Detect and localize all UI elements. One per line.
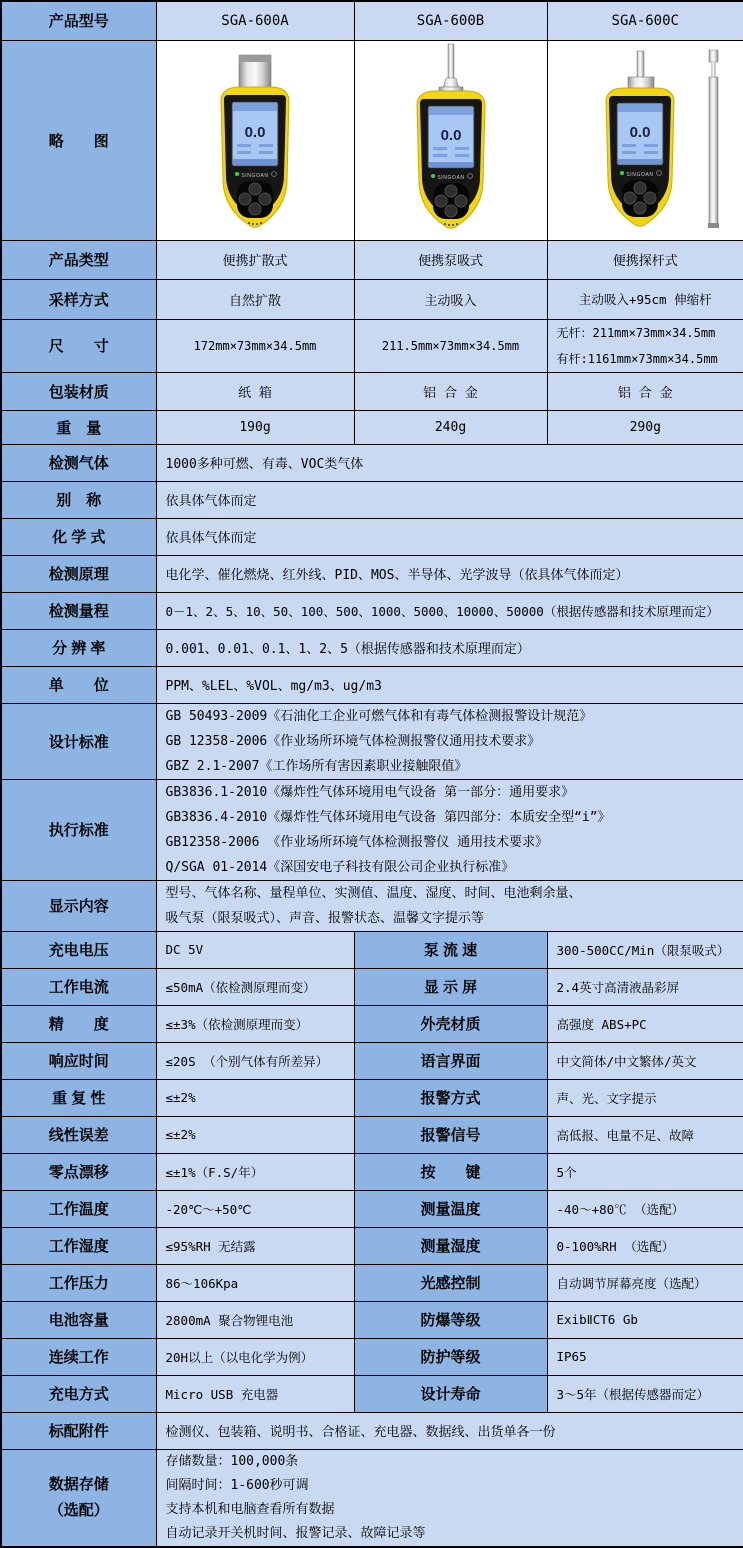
device-a-image — [160, 41, 350, 235]
spec-label: 化 学 式 — [1, 518, 156, 555]
spec-value: 20H以上（以电化学为例） — [156, 1338, 354, 1375]
spec-value: 0-100%RH （选配） — [547, 1227, 743, 1264]
device-image-b-cell — [354, 40, 547, 240]
spec-value: 铝 合 金 — [547, 372, 743, 410]
row-data-storage — [1, 1449, 743, 1547]
row-chemical-formula — [1, 518, 743, 555]
brand-text: SINGOAN — [627, 172, 654, 178]
row-design-standard — [1, 703, 743, 779]
spec-value: 1000多种可燃、有毒、VOC类气体 — [156, 444, 743, 481]
dual-row — [1, 1301, 743, 1338]
brand-text: SINGOAN — [437, 175, 464, 181]
dual-row — [1, 1005, 743, 1042]
spec-value: -40～+80℃ （选配） — [547, 1190, 743, 1227]
spec-label: 别 称 — [1, 481, 156, 518]
device-c-image — [549, 41, 741, 235]
spec-label: 显示内容 — [1, 880, 156, 931]
brand-text: SINGOAN — [241, 173, 268, 179]
spec-value: 声、光、文字提示 — [547, 1079, 743, 1116]
spec-value: 自然扩散 — [156, 279, 354, 319]
sketch-row — [1, 40, 743, 240]
button-cluster — [622, 180, 658, 217]
spec-value: PPM、%LEL、%VOL、mg/m3、ug/m3 — [156, 666, 743, 703]
standard-line: GB3836.1-2010《爆炸性气体环境用电气设备 第一部分：通用要求》 — [166, 780, 743, 805]
spec-label: 报警方式 — [354, 1079, 547, 1116]
model-name-a: SGA-600A — [156, 1, 354, 40]
standard-line: GB 50493-2009《石油化工企业可燃气体和有毒气体检测报警设计规范》 — [166, 704, 743, 729]
spec-value: 290g — [547, 410, 743, 444]
spec-value — [156, 703, 743, 779]
row-detection-range — [1, 592, 743, 629]
spec-value: ≤±2% — [156, 1116, 354, 1153]
spec-value: 主动吸入+95cm 伸缩杆 — [547, 279, 743, 319]
spec-label: 标配附件 — [1, 1412, 156, 1449]
spec-value: ≤±1%（F.S/年） — [156, 1153, 354, 1190]
storage-line: 自动记录开关机时间、报警记录、故障记录等 — [166, 1522, 743, 1546]
spec-value: 纸 箱 — [156, 372, 354, 410]
spec-value: DC 5V — [156, 931, 354, 968]
spec-value: ≤±3%（依检测原理而变） — [156, 1005, 354, 1042]
spec-value — [156, 779, 743, 880]
device-image-a-cell — [156, 40, 354, 240]
spec-value: IP65 — [547, 1338, 743, 1375]
spec-value: 211.5mm×73mm×34.5mm — [354, 319, 547, 372]
header-row — [1, 1, 743, 40]
spec-value: ≤±2% — [156, 1079, 354, 1116]
spec-label: 采样方式 — [1, 279, 156, 319]
spec-value: -20℃～+50℃ — [156, 1190, 354, 1227]
spec-label: 显 示 屏 — [354, 968, 547, 1005]
power-led — [620, 171, 624, 175]
lcd-screen — [232, 102, 278, 166]
spec-value: 172mm×73mm×34.5mm — [156, 319, 354, 372]
spec-value: 便携探杆式 — [547, 240, 743, 279]
spec-value: 铝 合 金 — [354, 372, 547, 410]
dual-row — [1, 1042, 743, 1079]
storage-line: 存储数量：100,000条 — [166, 1450, 743, 1474]
display-line: 吸气泵（限泵吸式）、声音、报警状态、温馨文字提示等 — [166, 906, 743, 931]
standard-line: Q/SGA 01-2014《深国安电子科技有限公司企业执行标准》 — [166, 855, 743, 880]
spec-label: 防爆等级 — [354, 1301, 547, 1338]
dual-row — [1, 1264, 743, 1301]
spec-value: 3～5年（根据传感器而定） — [547, 1375, 743, 1412]
screen-reading: 0.0 — [630, 124, 651, 141]
spec-value: Micro USB 充电器 — [156, 1375, 354, 1412]
lcd-screen — [617, 103, 663, 165]
spec-label: 线性误差 — [1, 1116, 156, 1153]
spec-label: 连续工作 — [1, 1338, 156, 1375]
sensor-cap — [239, 55, 271, 91]
row-display-content — [1, 880, 743, 931]
button-cluster — [433, 183, 469, 219]
spec-label: 检测气体 — [1, 444, 156, 481]
spec-label: 设计寿命 — [354, 1375, 547, 1412]
spec-label: 重 复 性 — [1, 1079, 156, 1116]
spec-label: 充电电压 — [1, 931, 156, 968]
spec-label: 光感控制 — [354, 1264, 547, 1301]
spec-value: 依具体气体而定 — [156, 481, 743, 518]
spec-value — [156, 1449, 743, 1547]
storage-line: 间隔时间：1-600秒可调 — [166, 1474, 743, 1498]
spec-label: 产品类型 — [1, 240, 156, 279]
spec-label: 零点漂移 — [1, 1153, 156, 1190]
spec-label: 测量温度 — [354, 1190, 547, 1227]
dim-with-rod: 有杆:1161mm×73mm×34.5mm — [557, 346, 743, 372]
spec-label: 外壳材质 — [354, 1005, 547, 1042]
spec-value: ≤20S （个别气体有所差异） — [156, 1042, 354, 1079]
spec-label: 充电方式 — [1, 1375, 156, 1412]
spec-label: 工作湿度 — [1, 1227, 156, 1264]
spec-value: 依具体气体而定 — [156, 518, 743, 555]
screen-reading: 0.0 — [245, 124, 266, 141]
spec-label: 设计标准 — [1, 703, 156, 779]
spec-label: 测量湿度 — [354, 1227, 547, 1264]
probe-inlet — [628, 51, 654, 92]
row-weight — [1, 410, 743, 444]
spec-value — [547, 319, 743, 372]
header-label-product-model: 产品型号 — [1, 1, 156, 40]
spec-label: 检测原理 — [1, 555, 156, 592]
spec-value: 检测仪、包装箱、说明书、合格证、充电器、数据线、出货单各一份 — [156, 1412, 743, 1449]
spec-value: 86～106Kpa — [156, 1264, 354, 1301]
spec-value: 190g — [156, 410, 354, 444]
display-line: 型号、气体名称、量程单位、实测值、温度、湿度、时间、电池剩余量、 — [166, 881, 743, 906]
spec-label: 按 键 — [354, 1153, 547, 1190]
spec-value: 0.001、0.01、0.1、1、2、5（根据传感器和技术原理而定） — [156, 629, 743, 666]
spec-value — [156, 880, 743, 931]
spec-label: 单 位 — [1, 666, 156, 703]
power-led — [235, 172, 239, 176]
dual-row — [1, 1079, 743, 1116]
row-detection-principle — [1, 555, 743, 592]
spec-label: 工作压力 — [1, 1264, 156, 1301]
spec-label: 工作电流 — [1, 968, 156, 1005]
row-packaging — [1, 372, 743, 410]
power-led — [431, 174, 435, 178]
spec-value: 2.4英寸高清液晶彩屏 — [547, 968, 743, 1005]
spec-value: 240g — [354, 410, 547, 444]
spec-label: 泵 流 速 — [354, 931, 547, 968]
storage-label-line: （选配） — [2, 1498, 156, 1524]
spec-value: ≤50mA（依检测原理而变） — [156, 968, 354, 1005]
spec-label: 分 辨 率 — [1, 629, 156, 666]
row-sampling-method — [1, 279, 743, 319]
row-detected-gases — [1, 444, 743, 481]
row-label-sketch: 略 图 — [1, 40, 156, 240]
spec-value: ExibⅡCT6 Gb — [547, 1301, 743, 1338]
spec-label: 尺 寸 — [1, 319, 156, 372]
model-name-c: SGA-600C — [547, 1, 743, 40]
spec-label: 检测量程 — [1, 592, 156, 629]
spec-label: 工作温度 — [1, 1190, 156, 1227]
device-b-image — [356, 41, 546, 235]
dual-row — [1, 1375, 743, 1412]
row-resolution — [1, 629, 743, 666]
spec-label: 防护等级 — [354, 1338, 547, 1375]
spec-value: 中文简体/中文繁体/英文 — [547, 1042, 743, 1079]
dual-row — [1, 968, 743, 1005]
spec-value: ≤95%RH 无结露 — [156, 1227, 354, 1264]
spec-label: 包装材质 — [1, 372, 156, 410]
spec-label: 重 量 — [1, 410, 156, 444]
row-alias — [1, 481, 743, 518]
row-dimensions — [1, 319, 743, 372]
spec-value: 便携泵吸式 — [354, 240, 547, 279]
spec-label — [1, 1449, 156, 1547]
spec-label: 响应时间 — [1, 1042, 156, 1079]
spec-value: 高强度 ABS+PC — [547, 1005, 743, 1042]
dual-row — [1, 1190, 743, 1227]
standard-line: GB12358-2006 《作业场所环境气体检测报警仪 通用技术要求》 — [166, 830, 743, 855]
dual-row — [1, 1116, 743, 1153]
standard-line: GB3836.4-2010《爆炸性气体环境用电气设备 第四部分：本质安全型“i”》 — [166, 805, 743, 830]
spec-value: 300-500CC/Min（限泵吸式） — [547, 931, 743, 968]
device-image-c-cell — [547, 40, 743, 240]
row-accessories — [1, 1412, 743, 1449]
screen-reading: 0.0 — [440, 127, 461, 144]
spec-label: 精 度 — [1, 1005, 156, 1042]
standard-line: GB 12358-2006《作业场所环境气体检测报警仪通用技术要求》 — [166, 729, 743, 754]
spec-label: 语言界面 — [354, 1042, 547, 1079]
dual-row — [1, 1153, 743, 1190]
dual-row — [1, 1338, 743, 1375]
spec-value: 2800mA 聚合物锂电池 — [156, 1301, 354, 1338]
model-name-b: SGA-600B — [354, 1, 547, 40]
lcd-screen — [428, 106, 474, 168]
spec-label: 执行标准 — [1, 779, 156, 880]
standard-line: GBZ 2.1-2007《工作场所有害因素职业接触限值》 — [166, 754, 743, 779]
spec-value: 主动吸入 — [354, 279, 547, 319]
spec-label: 电池容量 — [1, 1301, 156, 1338]
storage-line: 支持本机和电脑查看所有数据 — [166, 1498, 743, 1522]
spec-value: 电化学、催化燃烧、红外线、PID、MOS、半导体、光学波导（依具体气体而定） — [156, 555, 743, 592]
spec-value: 5个 — [547, 1153, 743, 1190]
spec-label: 报警信号 — [354, 1116, 547, 1153]
spec-value: 高低报、电量不足、故障 — [547, 1116, 743, 1153]
dual-row — [1, 931, 743, 968]
dual-row — [1, 1227, 743, 1264]
dim-no-rod: 无杆：211mm×73mm×34.5mm — [557, 320, 743, 346]
row-exec-standard — [1, 779, 743, 880]
spec-value: 0－1、2、5、10、50、100、500、1000、5000、10000、50000（根据传感器和技术原理而定） — [156, 592, 743, 629]
button-cluster — [237, 181, 273, 218]
row-units — [1, 666, 743, 703]
row-product-type — [1, 240, 743, 279]
spec-value: 自动调节屏幕亮度（选配） — [547, 1264, 743, 1301]
spec-value: 便携扩散式 — [156, 240, 354, 279]
storage-label-line: 数据存储 — [2, 1472, 156, 1498]
telescopic-rod — [708, 50, 719, 228]
